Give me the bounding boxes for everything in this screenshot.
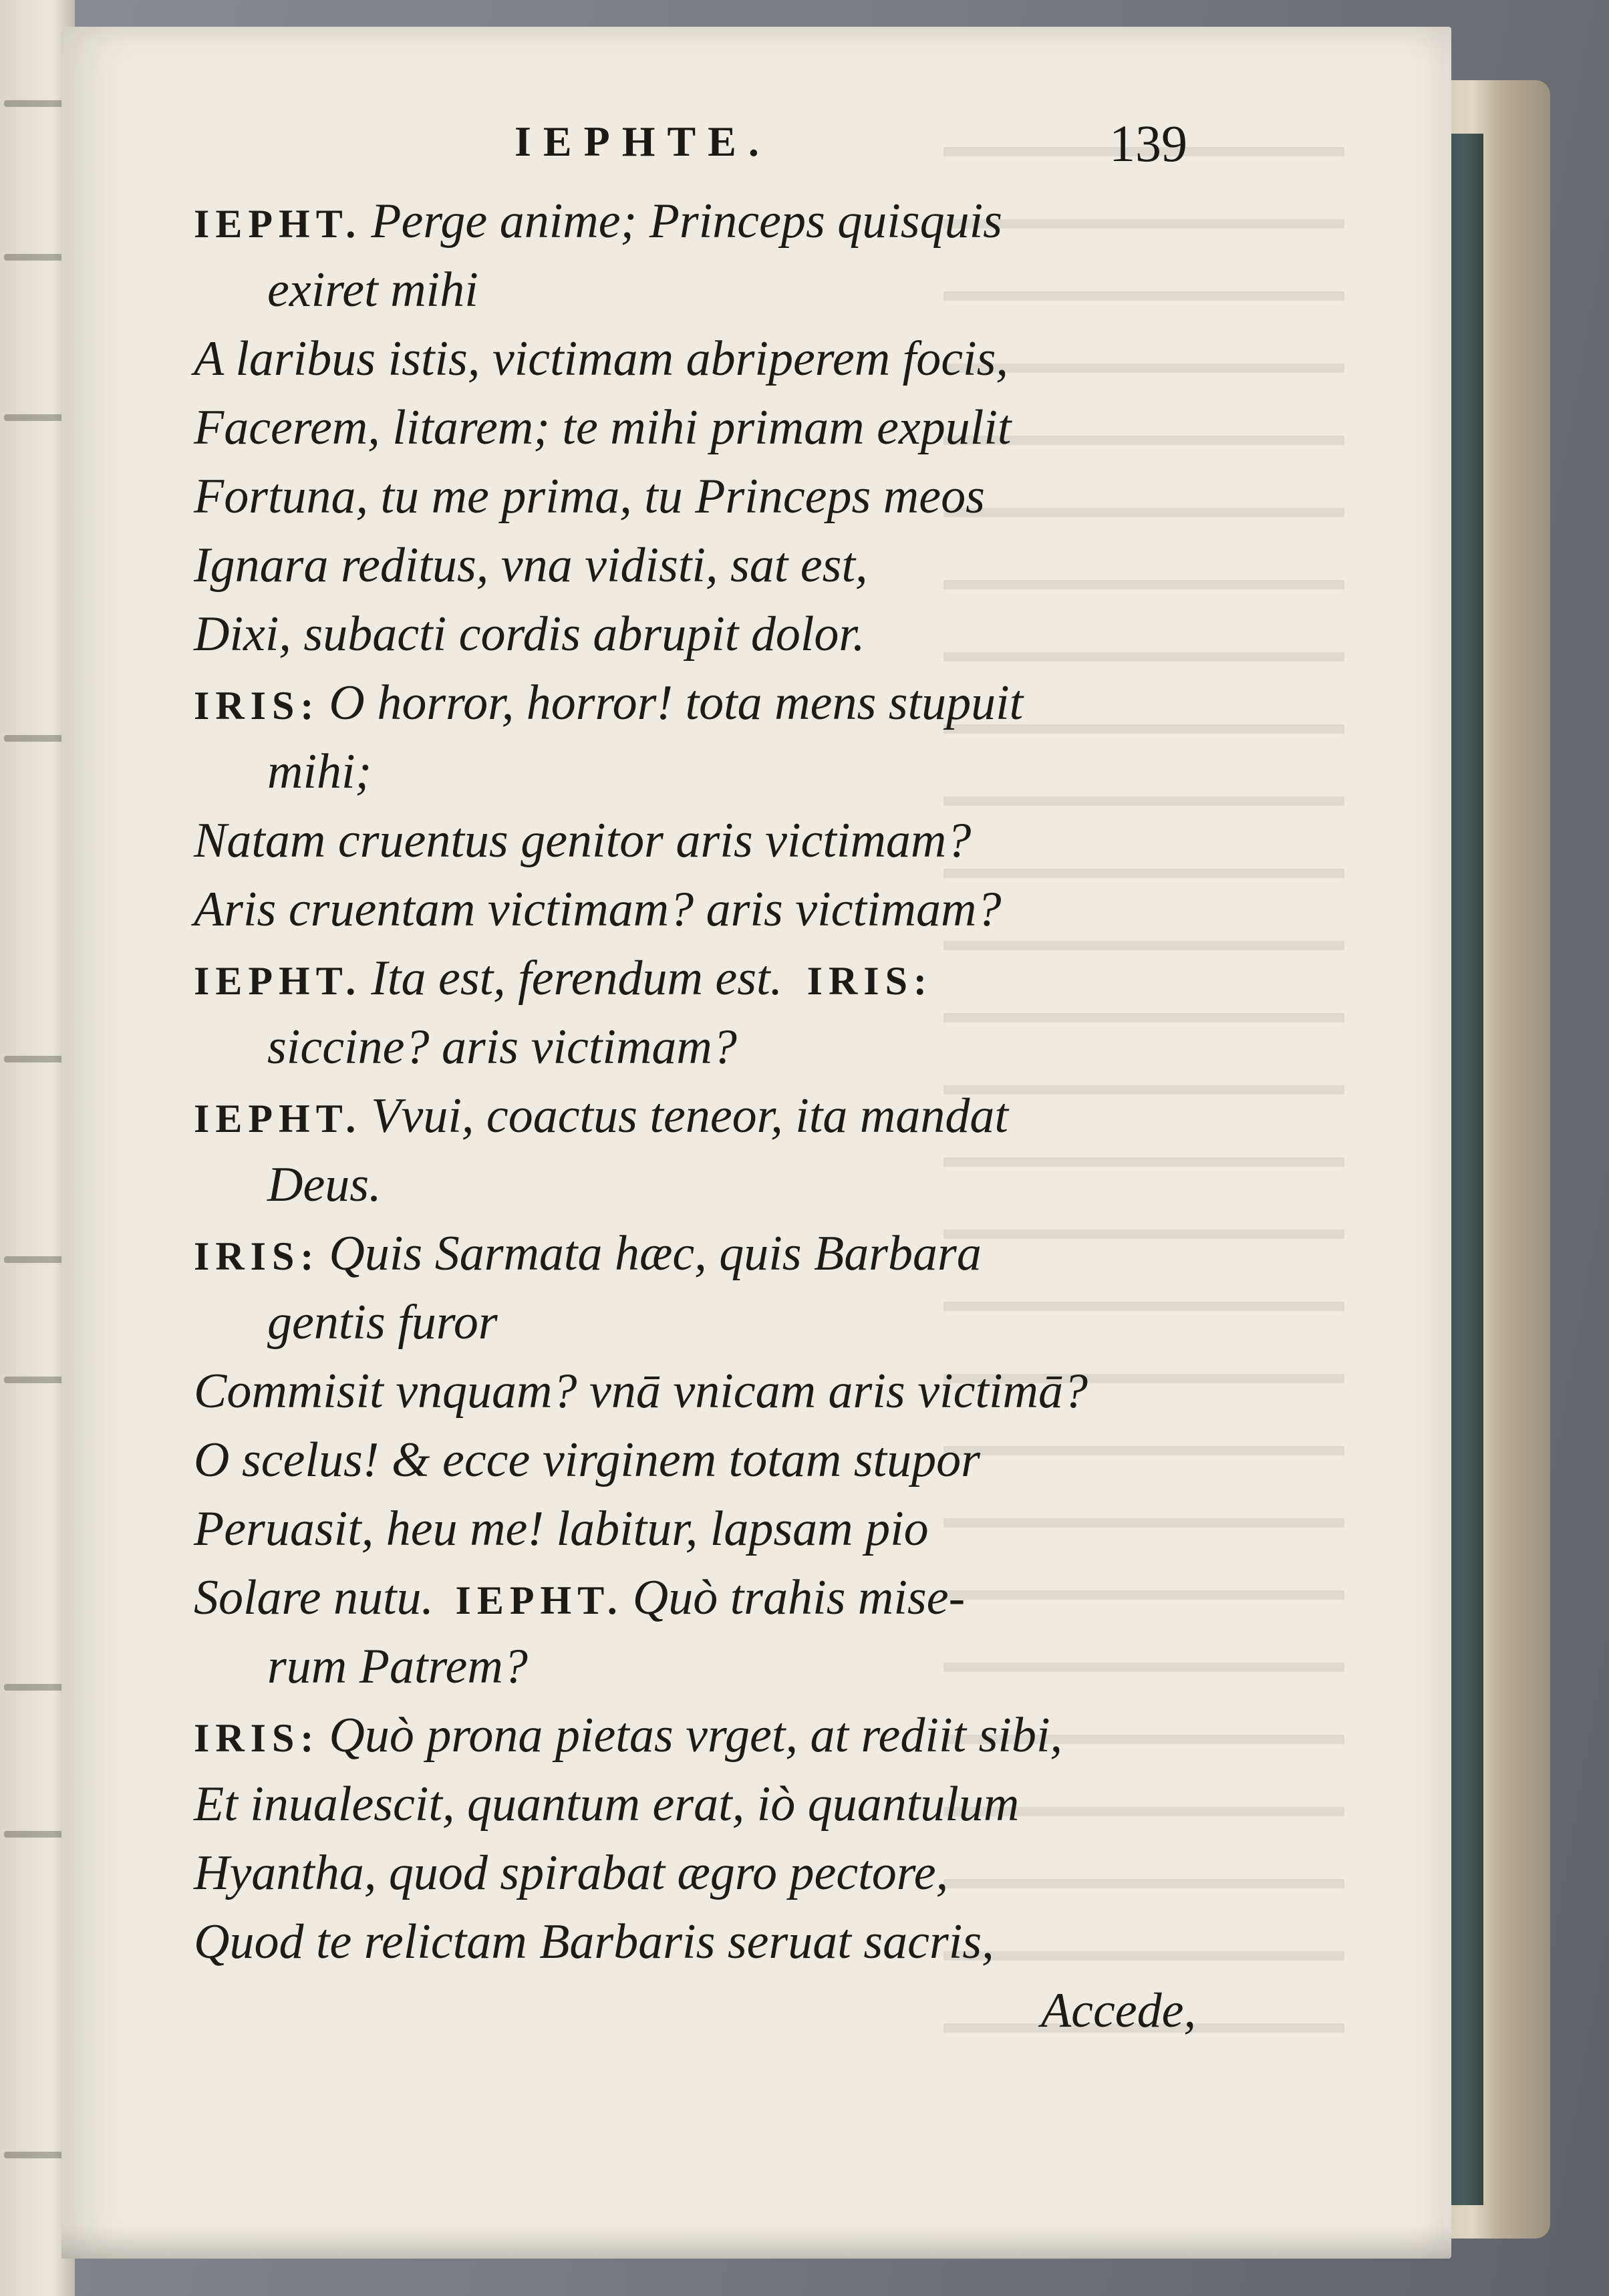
verse-text: gentis furor xyxy=(267,1295,498,1350)
verse-text: Facerem, litarem; te mihi primam expulit xyxy=(194,400,1012,455)
verse-text: exiret mihi xyxy=(267,263,478,317)
facing-page-ink xyxy=(4,254,64,261)
verse-line xyxy=(194,1495,1209,1564)
facing-page-ink xyxy=(4,1056,64,1062)
verse-line xyxy=(194,1632,1209,1701)
verse-line xyxy=(194,669,1209,738)
facing-page-ink xyxy=(4,1684,64,1691)
verse-line xyxy=(194,187,1209,256)
verse-line xyxy=(194,1357,1209,1426)
verse-line xyxy=(194,1013,1209,1082)
verse-text: Et inualescit, quantum erat, iò quantulum xyxy=(194,1777,1020,1832)
verse-text: Aris cruentam victimam? aris victimam? xyxy=(194,882,1002,937)
facing-page-ink xyxy=(4,1831,64,1838)
verse-text: Quis Sarmata hæc, quis Barbara xyxy=(329,1226,982,1281)
verse-text: A laribus istis, victimam abriperem focis, xyxy=(194,331,1008,386)
verse-text: Vvui, coactus teneor, ita mandat xyxy=(371,1089,1008,1143)
verse-line xyxy=(194,875,1209,944)
verse-text: Quò prona pietas vrget, at rediit sibi, xyxy=(329,1708,1062,1763)
verse-line xyxy=(194,1219,1209,1288)
verse-text: O scelus! & ecce virginem totam stupor xyxy=(194,1433,980,1487)
verse-text: Ignara reditus, vna vidisti, sat est, xyxy=(194,538,868,593)
verse-text: Quod te relictam Barbaris seruat sacris, xyxy=(194,1914,994,1969)
verse-line xyxy=(194,738,1209,807)
verse-text: Fortuna, tu me prima, tu Princeps meos xyxy=(194,469,985,524)
verse-line xyxy=(194,1082,1209,1151)
speaker-label: IRIS: xyxy=(194,684,320,728)
catchword: Accede, xyxy=(1040,1983,1196,2038)
verse-line xyxy=(194,1839,1209,1908)
facing-page-ink xyxy=(4,100,64,107)
speaker-label: IEPHT. xyxy=(455,1578,623,1622)
verse-line xyxy=(194,1564,1209,1632)
verse-line xyxy=(194,600,1209,669)
verse-text: Perge anime; Princeps quisquis xyxy=(371,194,1002,249)
verse-line xyxy=(194,1288,1209,1357)
verse-line xyxy=(194,1426,1209,1495)
verse-text: Ita est, ferendum est. xyxy=(371,951,783,1006)
verse-text-block xyxy=(194,187,1209,2045)
verse-text: Solare nutu. xyxy=(194,1570,434,1625)
speaker-label: IRIS: xyxy=(194,1234,320,1278)
facing-page-ink xyxy=(4,1377,64,1383)
speaker-label: IRIS: xyxy=(807,959,933,1003)
verse-line xyxy=(194,944,1209,1013)
verse-text: Natam cruentus genitor aris victimam? xyxy=(194,813,972,868)
verse-text: rum Patrem? xyxy=(267,1639,528,1694)
verse-text: Commisit vnquam? vnā vnicam aris victimā? xyxy=(194,1364,1088,1419)
verse-line xyxy=(194,1701,1209,1770)
facing-page-ink xyxy=(4,2152,64,2158)
speaker-label: IEPHT. xyxy=(194,202,362,246)
facing-page-ink xyxy=(4,414,64,421)
verse-line xyxy=(194,1151,1209,1219)
verse-text: siccine? aris victimam? xyxy=(267,1020,737,1074)
facing-page-ink xyxy=(4,735,64,742)
verse-text: Peruasit, heu me! labitur, lapsam pio xyxy=(194,1501,929,1556)
speaker-label: IEPHT. xyxy=(194,959,362,1003)
verse-line xyxy=(194,462,1209,531)
speaker-label: IEPHT. xyxy=(194,1097,362,1141)
facing-page-ink xyxy=(4,1256,64,1263)
page-bottom-shadow xyxy=(61,2225,1451,2259)
verse-text: Dixi, subacti cordis abrupit dolor. xyxy=(194,607,865,662)
verse-line xyxy=(194,531,1209,600)
verse-text: mihi; xyxy=(267,744,372,799)
verse-line xyxy=(194,394,1209,462)
verse-text: Deus. xyxy=(267,1157,382,1212)
verse-text: O horror, horror! tota mens stupuit xyxy=(329,676,1024,730)
verse-text: Hyantha, quod spirabat ægro pectore, xyxy=(194,1846,949,1900)
running-head: IEPHTE. xyxy=(515,118,771,165)
speaker-label: IRIS: xyxy=(194,1716,320,1760)
verse-text: Quò trahis mise- xyxy=(632,1570,966,1625)
verse-line xyxy=(194,1908,1209,1977)
page-number: 139 xyxy=(1109,114,1187,172)
verse-line xyxy=(194,256,1209,325)
verse-line xyxy=(194,1770,1209,1839)
verse-line xyxy=(194,807,1209,875)
verse-line xyxy=(194,325,1209,394)
